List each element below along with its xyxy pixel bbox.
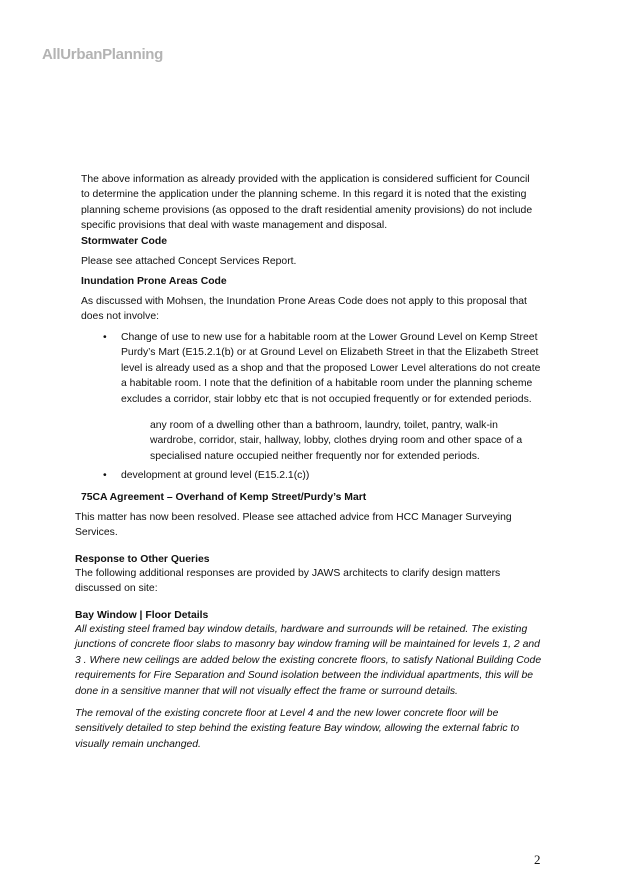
bullet-icon: •: [103, 332, 107, 343]
bay-window-paragraph-1: All existing steel framed bay window details, hardware and surrounds will be retained. The existing junctions of concrete floor slabs to masonry bay window framing will be maintained for levels 1, 2 and 3 . Where new ceilings are added below the existing concrete floors, to satisfy National Building Code requirements for Fire Separation and Sound isolation between the individual apartments, this will be done in a sensitive manner that will not visually effect the frame or surround details.: [75, 624, 542, 697]
agreement-heading: 75CA Agreement – Overhand of Kemp Street/Purdy’s Mart: [81, 492, 367, 503]
inundation-heading: Inundation Prone Areas Code: [81, 276, 227, 287]
response-body: The following additional responses are provided by JAWS architects to clarify design matters discussed on site:: [75, 568, 501, 595]
agreement-body: This matter has now been resolved. Please see attached advice from HCC Manager Surveying Services.: [75, 512, 512, 539]
page-number: 2: [534, 852, 541, 867]
brand-logo: AllUrbanPlanning: [42, 46, 164, 63]
stormwater-body: Please see attached Concept Services Report.: [81, 256, 297, 267]
bay-window-paragraph-2: The removal of the existing concrete floor at Level 4 and the new lower concrete floor will be sensitively detailed to step behind the existing feature Bay window, allowing the external fabric to visually remain unchanged.: [75, 708, 520, 750]
stormwater-heading: Stormwater Code: [81, 236, 168, 247]
inundation-body: As discussed with Mohsen, the Inundation Prone Areas Code does not apply to this proposal that does not involve:: [81, 296, 527, 323]
bullet-item-habitable-room: Change of use to new use for a habitable room at the Lower Ground Level on Kemp Street Purdy’s Mart (E15.2.1(b) or at Ground Level on Elizabeth Street in that the Elizabeth Street level is already used as a shop and that the proposed Lower Level alterations do not create a habitable room. I note that the definition of a habitable room under the planning scheme excludes a corridor, stair lobby etc that is not occupied frequently or for extended periods.: [121, 332, 541, 405]
bullet-item-ground-level: development at ground level (E15.2.1(c)): [121, 470, 310, 481]
bay-window-heading: Bay Window | Floor Details: [75, 610, 209, 621]
definition-quote: any room of a dwelling other than a bathroom, laundry, toilet, pantry, walk-in wardrobe, corridor, stair, hallway, lobby, clothes drying room and other space of a specialised nature occupied neither frequently nor for extended periods.: [150, 420, 523, 462]
response-heading: Response to Other Queries: [75, 554, 210, 565]
intro-paragraph: The above information as already provided with the application is considered sufficient for Council to determine the application under the planning scheme. In this regard it is noted that the existing planning scheme provisions (as opposed to the draft residential amenity provisions) do not include specific provisions that deal with waste management and disposal.: [81, 174, 533, 232]
bullet-icon: •: [103, 470, 107, 481]
